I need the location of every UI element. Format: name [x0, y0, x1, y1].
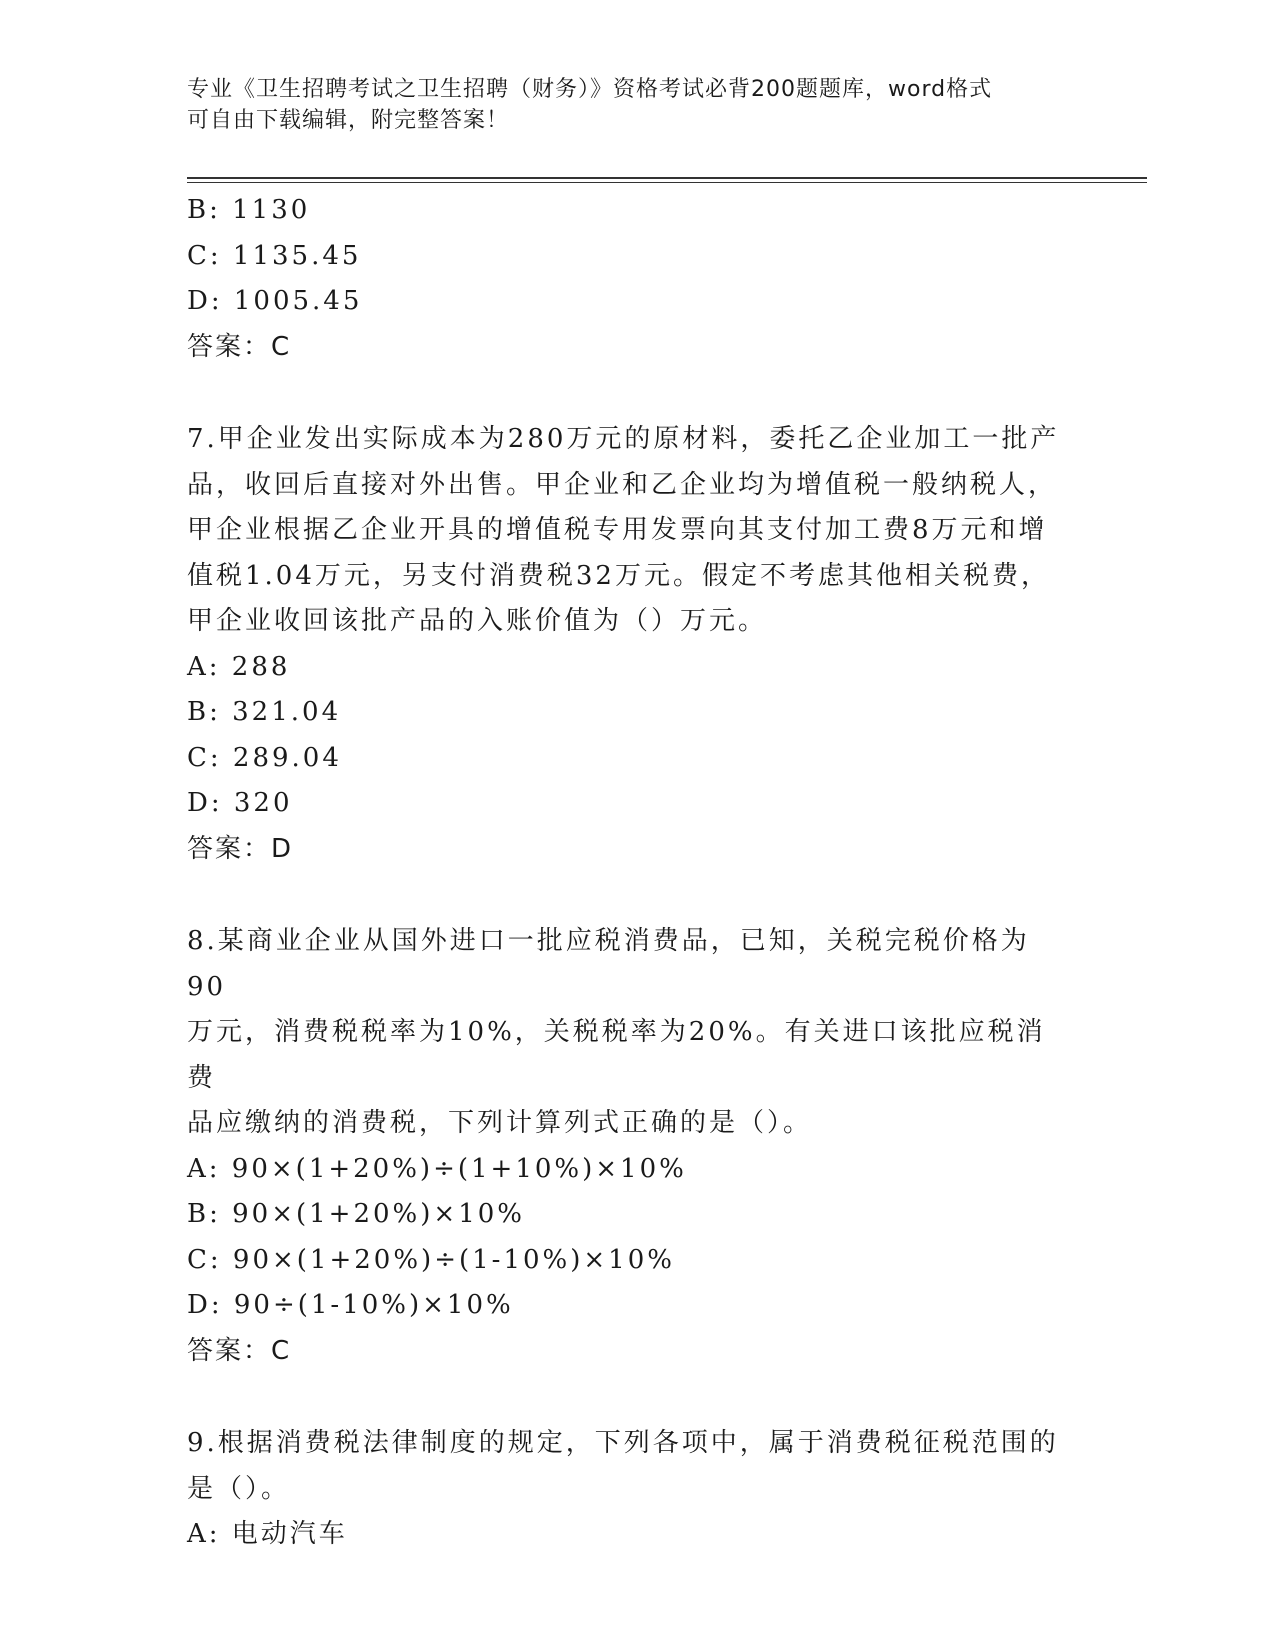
stem-line: 8.某商业企业从国外进口一批应税消费品，已知，关税完税价格为90	[187, 926, 1030, 1002]
document-body	[187, 188, 1067, 1558]
stem-line: 万元，消费税税率为10%，关税税率为20%。有关进口该批应税消费	[187, 1017, 1046, 1093]
option-a: A: 288	[187, 651, 291, 682]
option-b: B: 90×(1+20%)×10%	[187, 1199, 525, 1229]
document-header	[187, 74, 1067, 136]
question-stem	[187, 417, 1067, 645]
option-d: D: 320	[187, 788, 293, 818]
option-c: C: 1135.45	[187, 240, 362, 271]
header-divider-thick	[187, 177, 1147, 179]
stem-line: 是（）。	[187, 1473, 291, 1504]
option-c: C: 90×(1+20%)÷(1-10%)×10%	[187, 1244, 675, 1275]
option-a: A: 90×(1+20%)÷(1+10%)×10%	[187, 1153, 687, 1184]
stem-line: 品，收回后直接对外出售。甲企业和乙企业均为增值税一般纳税人，	[187, 469, 1058, 500]
stem-line: 甲企业收回该批产品的入账价值为（）万元。	[187, 606, 768, 636]
option-c: C: 289.04	[187, 742, 342, 773]
stem-line: 7.甲企业发出实际成本为280万元的原材料，委托乙企业加工一批产	[187, 424, 1060, 454]
header-divider-thin	[187, 182, 1147, 183]
option-a: A: 电动汽车	[187, 1519, 348, 1549]
stem-line: 品应缴纳的消费税，下列计算列式正确的是（）。	[187, 1108, 813, 1138]
answer-label: 答案：C	[187, 1335, 292, 1366]
answer-label: 答案：D	[187, 833, 294, 864]
question-8	[187, 919, 1067, 1374]
option-d: D: 1005.45	[187, 286, 363, 316]
question-stem	[187, 919, 1067, 1147]
option-b: B: 1130	[187, 195, 311, 225]
header-title-line-2: 可自由下载编辑，附完整答案！	[187, 108, 510, 133]
question-6-fragment	[187, 188, 1067, 370]
stem-line: 9.根据消费税法律制度的规定，下列各项中，属于消费税征税范围的	[187, 1428, 1059, 1458]
option-d: D: 90÷(1-10%)×10%	[187, 1290, 514, 1320]
header-title-line-1: 专业《卫生招聘考试之卫生招聘（财务）》资格考试必背200题题库，word格式	[187, 77, 993, 102]
stem-line: 值税1.04万元，另支付消费税32万元。假定不考虑其他相关税费，	[187, 560, 1050, 591]
question-stem	[187, 1421, 1067, 1512]
answer-label: 答案：C	[187, 331, 292, 362]
option-b: B: 321.04	[187, 697, 342, 727]
question-9	[187, 1421, 1067, 1558]
question-7	[187, 417, 1067, 872]
stem-line: 甲企业根据乙企业开具的增值税专用发票向其支付加工费8万元和增	[187, 515, 1048, 545]
